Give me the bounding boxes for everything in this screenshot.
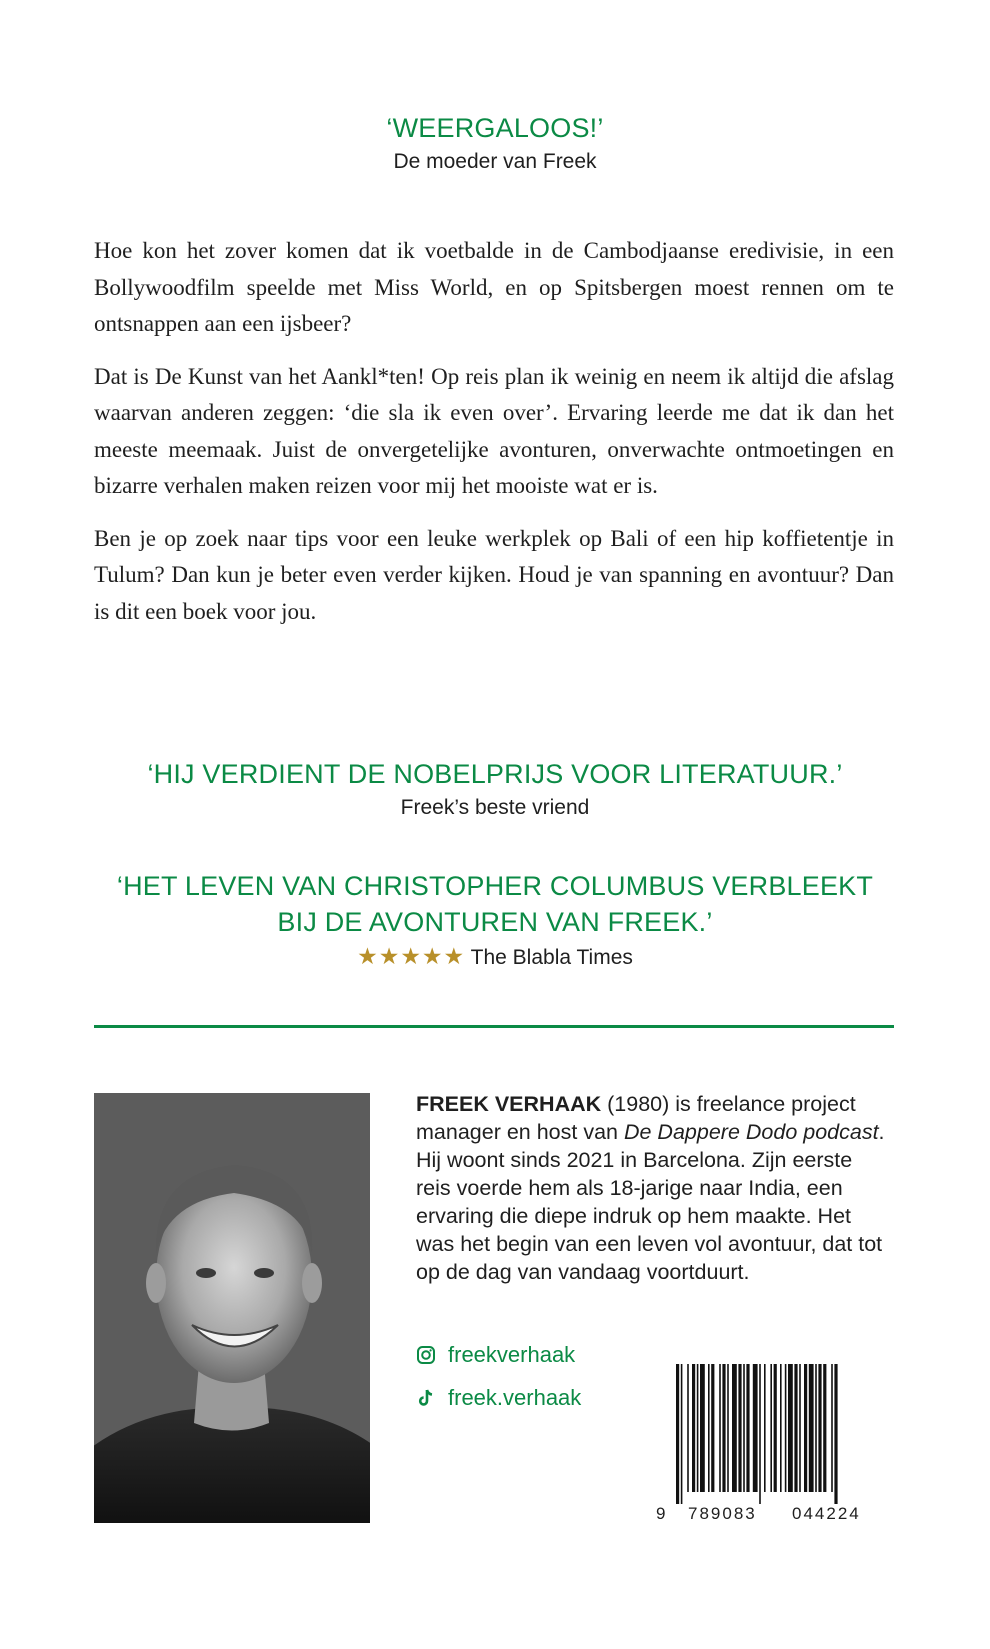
barcode-bar [743, 1364, 745, 1492]
barcode-bar [794, 1364, 797, 1492]
barcode-bar [727, 1364, 729, 1492]
barcode-digit-prefix: 9 [656, 1504, 666, 1523]
quote-text: ‘WEERGALOOS!’ [386, 113, 604, 143]
barcode-bar [831, 1364, 833, 1492]
quote-text-line2: BIJ DE AVONTUREN VAN FREEK.’ [277, 907, 713, 937]
barcode-bar [759, 1364, 761, 1504]
barcode-bar [799, 1364, 801, 1492]
barcode-bar [823, 1364, 826, 1492]
barcode-bars [674, 1364, 894, 1504]
barcode-bar [770, 1364, 772, 1492]
star-rating: ★★★★★ [357, 943, 466, 969]
barcode-bar [681, 1364, 683, 1504]
barcode-bar [746, 1364, 749, 1492]
author-name: FREEK VERHAAK [416, 1092, 602, 1116]
tiktok-icon [416, 1388, 436, 1408]
barcode-digits-right: 044224 [792, 1504, 861, 1523]
quote-nobelprijs [0, 756, 990, 822]
barcode-bar [834, 1364, 837, 1504]
barcode-bar [815, 1364, 817, 1492]
quote-source-name: The Blabla Times [470, 946, 633, 969]
quote-source [0, 942, 990, 972]
author-bio [416, 1090, 886, 1286]
barcode-bar [687, 1364, 689, 1492]
barcode-bar [700, 1364, 705, 1492]
barcode-bar [719, 1364, 721, 1492]
barcode-bar [722, 1364, 725, 1492]
tiktok-handle: freek.verhaak [448, 1385, 582, 1410]
barcode-bar [711, 1364, 714, 1492]
barcode-bar [708, 1364, 710, 1492]
divider [94, 1025, 894, 1028]
isbn-barcode [656, 1364, 894, 1524]
author-photo [94, 1093, 370, 1523]
instagram-handle: freekverhaak [448, 1342, 576, 1367]
author-bio-intro: (1980) is freelance project manager en host van [416, 1092, 856, 1144]
quote-weergaloos [0, 110, 990, 176]
author-portrait [94, 1093, 370, 1523]
barcode-bar [676, 1364, 679, 1504]
barcode-bar [774, 1364, 777, 1492]
barcode-bar [804, 1364, 807, 1492]
quote-text-line1: ‘HET LEVEN VAN CHRISTOPHER COLUMBUS VERBLEEKT [116, 871, 874, 901]
barcode-bar [809, 1364, 814, 1492]
barcode-bar [697, 1364, 699, 1492]
barcode-bar [818, 1364, 821, 1492]
instagram-icon [416, 1345, 436, 1365]
barcode-bar [788, 1364, 793, 1492]
barcode-bar [732, 1364, 737, 1492]
barcode-digits-left: 789083 [688, 1504, 757, 1523]
social-instagram[interactable] [416, 1342, 575, 1368]
barcode-bar [692, 1364, 695, 1492]
barcode-bar [738, 1364, 741, 1492]
blurb-paragraph: Hoe kon het zover komen dat ik voetbalde in de Cambodjaanse eredivisie, in een Bollywoodfilm speelde met Miss World, en op Spitsbergen moest rennen om te ontsnappen aan een ijsbeer? [94, 238, 894, 336]
blurb-paragraph: Ben je op zoek naar tips voor een leuke werkplek op Bali of een hip koffietentje in Tulum? Dan kun je beter even verder kijken. Houd je van spanning en avontuur? Dan is dit een boek voor jou. [94, 525, 894, 624]
podcast-name: De Dappere Dodo podcast [623, 1120, 879, 1144]
blurb-paragraph: Dat is De Kunst van het Aankl*ten! Op reis plan ik weinig en neem ik altijd die afslag waarvan anderen zeggen: ‘die sla ik even over’. Ervaring leerde me dat ik dan het meeste meemaak. Juist de onvergetelijke avonturen, onverwachte ontmoetingen en bizarre verhalen maken reizen voor mij het mooiste wat er is. [94, 363, 894, 498]
quote-source: De moeder van Freek [393, 150, 597, 173]
barcode-bar [764, 1364, 766, 1492]
social-tiktok[interactable] [416, 1385, 581, 1411]
author-bio-rest: . Hij woont sinds 2021 in Barcelona. Zijn eerste reis voerde hem als 18-jarige naar India, een ervaring die diepe indruk op hem maakte. Het was het begin van een leven vol avontuur, dat tot op de dag van vandaag voortduurt. [416, 1120, 885, 1284]
barcode-bar [753, 1364, 758, 1492]
quote-text: ‘HIJ VERDIENT DE NOBELPRIJS VOOR LITERATUUR.’ [147, 759, 843, 789]
barcode-bar [785, 1364, 787, 1492]
quote-source: Freek’s beste vriend [400, 796, 590, 819]
barcode-bar [780, 1364, 782, 1492]
blurb [94, 233, 894, 646]
quote-columbus [0, 868, 990, 972]
